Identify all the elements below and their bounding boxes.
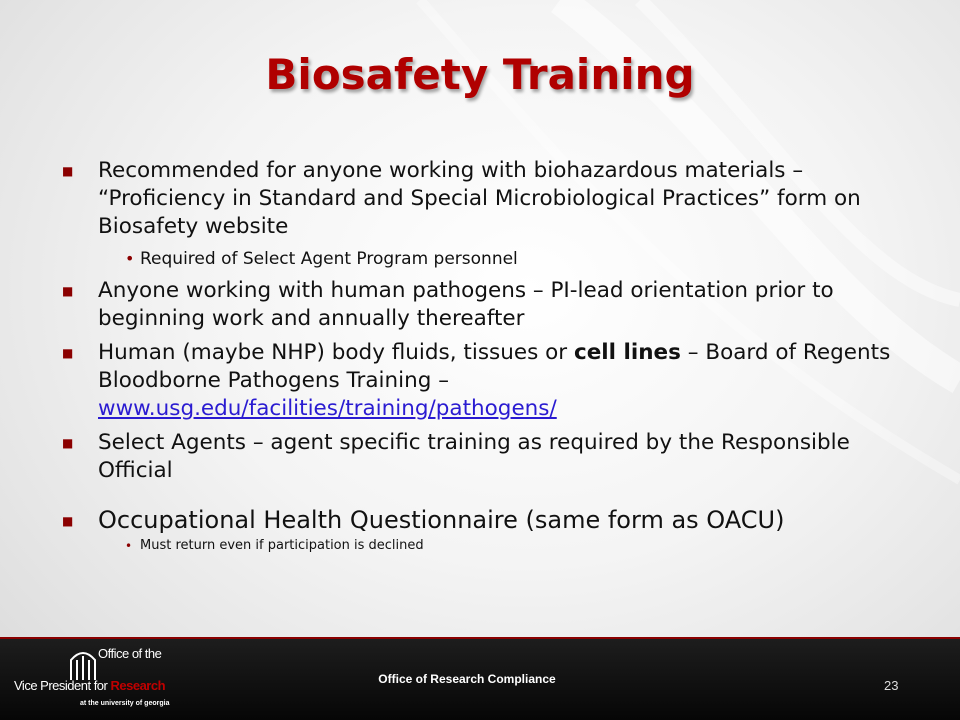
sub-bullet-text: Must return even if participation is declined bbox=[140, 538, 424, 553]
footer-divider bbox=[0, 637, 960, 639]
bullet-text: Anyone working with human pathogens – PI-lead orientation prior to beginning work and annually thereafter bbox=[98, 278, 834, 331]
bullet-item bbox=[58, 277, 908, 333]
square-bullet-icon: ■ bbox=[62, 164, 74, 178]
bullet-text-start: Human (maybe NHP) body fluids, tissues or bbox=[98, 340, 574, 365]
bullet-bold-text: cell lines bbox=[573, 340, 681, 365]
square-bullet-icon: ■ bbox=[62, 284, 74, 298]
square-bullet-icon: ■ bbox=[62, 436, 74, 450]
sub-bullet-item bbox=[58, 247, 908, 271]
page-number: 23 bbox=[884, 678, 899, 693]
round-bullet-icon: • bbox=[125, 249, 135, 268]
logo-line-3: at the university of georgia bbox=[80, 700, 170, 707]
bullet-item bbox=[58, 157, 908, 241]
bullet-text: Occupational Health Questionnaire (same form as OACU) bbox=[98, 506, 785, 534]
bullet-item bbox=[58, 339, 908, 423]
bullet-text-end: – Board of Regents Bloodborne Pathogens Training – bbox=[98, 340, 891, 393]
square-bullet-icon: ■ bbox=[62, 346, 74, 360]
bullet-text: Recommended for anyone working with biohazardous materials – “Proficiency in Standard and Special Microbiological Practices” form on Biosafety website bbox=[98, 158, 861, 239]
bullet-text: Select Agents – agent specific training as required by the Responsible Official bbox=[98, 430, 850, 483]
logo-line-2-prefix: Vice President for bbox=[14, 678, 111, 693]
bullet-item bbox=[58, 429, 908, 485]
bullet-item bbox=[58, 505, 908, 535]
round-bullet-icon: • bbox=[125, 539, 133, 553]
bullet-list bbox=[58, 157, 908, 555]
slide-title: Biosafety Training bbox=[265, 50, 695, 99]
pathogens-training-link[interactable]: www.usg.edu/facilities/training/pathogens/ bbox=[98, 396, 557, 421]
logo-line-1: Office of the bbox=[98, 646, 162, 661]
sub-bullet-item bbox=[58, 537, 908, 555]
logo-line-2-highlight: Research bbox=[110, 678, 166, 693]
sub-bullet-text: Required of Select Agent Program personnel bbox=[140, 249, 518, 269]
footer-office-name: Office of Research Compliance bbox=[378, 672, 556, 686]
square-bullet-icon: ■ bbox=[62, 514, 74, 528]
